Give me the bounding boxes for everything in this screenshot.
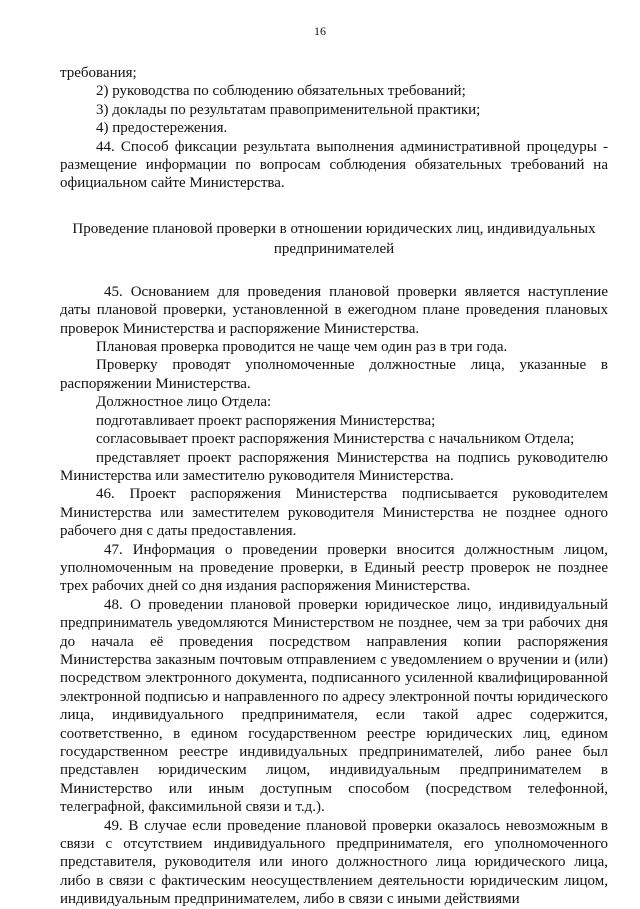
list-item: 3) доклады по результатам правоприменительной практики; [96, 101, 481, 118]
section-heading: Проведение плановой проверки в отношении юридических лиц, индивидуальных предпринимателей [72, 220, 596, 257]
paragraph: Проверку проводят уполномоченные должностные лица, указанные в распоряжении Министерства. [60, 357, 608, 392]
paragraph: 47. Информация о проведении проверки вносится должностным лицом, уполномоченным на проведение проверки, в Единый реестр проверок не позднее трех рабочих дней со дня издания распоряжения Министерства. [60, 541, 608, 595]
page-body [60, 64, 608, 909]
list-item: 2) руководства по соблюдению обязательных требований; [96, 83, 466, 100]
page-number: 16 [314, 24, 326, 38]
paragraph: 46. Проект распоряжения Министерства подписывается руководителем Министерства или заместителем руководителя Министерства не позднее одного рабочего дня с даты предоставления. [60, 486, 608, 540]
paragraph: требования; [60, 65, 137, 81]
paragraph: представляет проект распоряжения Министерства на подпись руководителю Министерства или заместителю руководителя Министерства. [60, 449, 608, 484]
paragraph: 44. Способ фиксации результата выполнения административной процедуры - размещение информации по вопросам соблюдения обязательных требований на официальном сайте Министерства. [60, 138, 608, 192]
paragraph: Должностное лицо Отдела: [96, 394, 272, 411]
paragraph: 49. В случае если проведение плановой проверки оказалось невозможным в связи с отсутствием индивидуального предпринимателя, его уполномоченного представителя, руководителя или иного должностного лица юридического лица, либо в связи с фактическим неосуществлением деятельности юридическим лицом, индивидуальным предпринимателем, либо в связи с иными действиями [60, 817, 608, 908]
paragraph: 45. Основанием для проведения плановой проверки является наступление даты плановой проверки, установленной в ежегодном плане проведения плановых проверок Министерства и распоряжение Министерства. [60, 283, 608, 337]
paragraph: согласовывает проект распоряжения Министерства с начальником Отдела; [96, 431, 575, 448]
paragraph: подготавливает проект распоряжения Министерства; [96, 412, 436, 429]
list-item: 4) предостережения. [96, 120, 228, 137]
paragraph: 48. О проведении плановой проверки юридическое лицо, индивидуальный предприниматель уведомляются Министерством не позднее, чем за три рабочих дня до начала её проведения посредством направления копии распоряжения Министерства заказным почтовым отправлением с уведомлением о вручении и (или) посредством электронного документа, подписанного усиленной квалифицированной электронной подписью и направленного по адресу электронной почты юридического лица, индивидуального предпринимателя, если такой адрес содержится, соответственно, в едином государственном реестре юридических лиц, едином государственном реестре индивидуальных предпринимателей, либо ранее был представлен юридическим лицом, индивидуальным предпринимателем в Министерство или иным доступным способом (посредством телефонной, телеграфной, факсимильной связи и т.д.). [60, 596, 608, 816]
paragraph: Плановая проверка проводится не чаще чем один раз в три года. [96, 339, 508, 356]
